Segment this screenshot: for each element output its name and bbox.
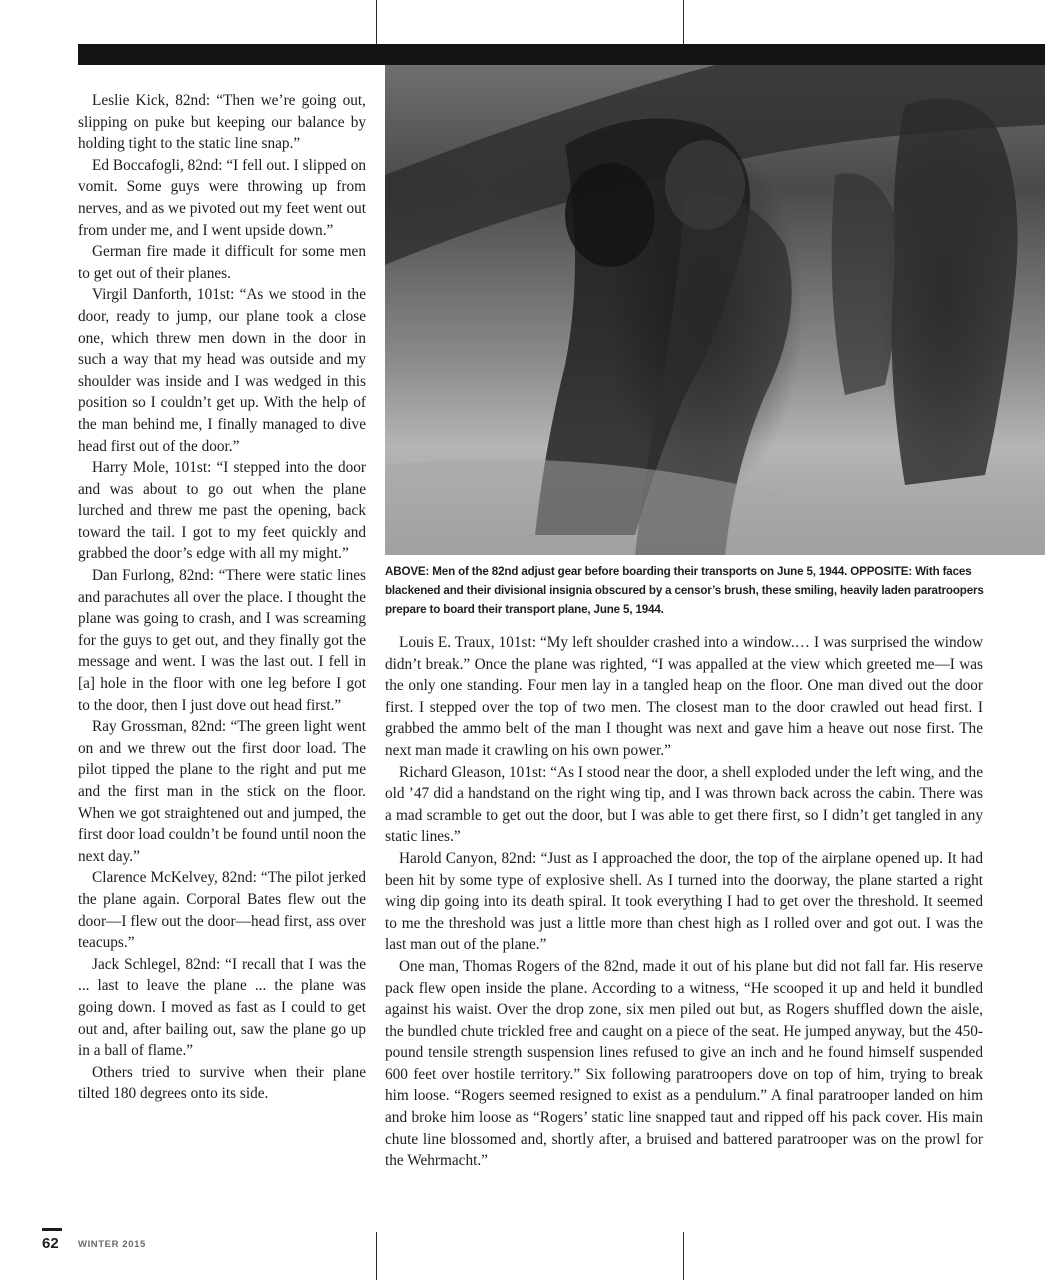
paragraph: Leslie Kick, 82nd: “Then we’re going out, slipping on puke but keeping our balance by holding tight to the static line snap.”: [78, 92, 366, 153]
paragraph: Virgil Danforth, 101st: “As we stood in the door, ready to jump, our plane took a close one, which threw men down in the door in such a way that my head was outside and my shoulder was inside and I was wedged in this position so I couldn’t get up. With the help of the man behind me, I finally managed to dive head first out of the door.”: [78, 286, 366, 455]
paragraph: Dan Furlong, 82nd: “There were static lines and parachutes all over the place. I thought the plane was going to crash, and I was screaming for the guys to get out, and they finally got the message and went. I was the last out. I fell in [a] hole in the floor with one leg before I got to the door, then I just dove out head first.”: [78, 567, 366, 714]
crop-mark: [376, 1232, 377, 1280]
paragraph: Ed Boccafogli, 82nd: “I fell out. I slipped on vomit. Some guys were throwing up from nerves, and as we pivoted out my feet went out from under me, and I went upside down.”: [78, 156, 367, 239]
paragraph: Louis E. Traux, 101st: “My left shoulder crashed into a window.… I was surprised the window didn’t break.” Once the plane was righted, “I was appalled at the view which greeted me—I was the only one standing. Four men lay in a tangled heap on the floor. One man dived out the door first. I stepped over the top of two men. The closest man to the door crawled out head first. I grabbed the ammo belt of the man I thought was next and gave him a heave out nose first. The next man made it crawling on his own power.”: [385, 634, 983, 759]
paragraph: Harry Mole, 101st: “I stepped into the door and was about to go out when the plane lurched and threw me past the opening, back toward the tail. I got to my feet quickly and grabbed the door’s edge with all my might.”: [78, 459, 366, 563]
folio-rule: [42, 1228, 62, 1231]
paragraph: Ray Grossman, 82nd: “The green light went on and we threw out the first door load. The pilot tipped the plane to the right and put me and the first man in the stick on the floor. When we got straightened out and jumped, the first door load couldn’t be found until noon the next day.”: [78, 718, 366, 865]
paragraph: Richard Gleason, 101st: “As I stood near the door, a shell exploded under the left wing, and the old ’47 did a handstand on the right wing tip, and I was thrown back across the cabin. There was a mad scramble to get out the door, but I was able to get there first, so I didn’t get tangled in any static lines.”: [385, 763, 983, 846]
paragraph: Clarence McKelvey, 82nd: “The pilot jerked the plane again. Corporal Bates flew out the door—I flew out the door—head first, ass over teacups.”: [78, 869, 366, 952]
left-text-column: [78, 90, 366, 1105]
paratroopers-photo-icon: [385, 65, 1045, 555]
crop-mark: [683, 0, 684, 44]
right-text-column: [385, 632, 983, 1172]
crop-mark: [683, 1232, 684, 1280]
paragraph: One man, Thomas Rogers of the 82nd, made it out of his plane but did not fall far. His reserve pack flew open inside the plane. According to a witness, “He scooped it up and held it bundled against his waist. Over the drop zone, six men piled out but, as Rogers shuffled down the aisle, the bundled chute trickled free and caught on a piece of the seat. He jumped anyway, but the 450-pound tensile strength suspension lines refused to give an inch and he found himself suspended 600 feet over hostile territory.” Six following paratroopers dove on top of him, trying to break him loose. “Rogers seemed resigned to exist as a pendulum.” A final paratrooper landed on him and broke him loose as “Rogers’ static line snapped taut and ripped off his pack cover. His main chute line blossomed and, shortly after, a bruised and battered paratrooper was on the prowl for the Wehrmacht.”: [385, 957, 983, 1170]
header-bar: [78, 44, 1045, 65]
paragraph: Jack Schlegel, 82nd: “I recall that I was the ... last to leave the plane ... the plane was going down. I moved as fast as I could to get out and, after bailing out, saw the plane go up in a ball of flame.”: [78, 955, 366, 1060]
paragraph: German fire made it difficult for some men to get out of their planes.: [78, 243, 366, 282]
photo-caption: ABOVE: Men of the 82nd adjust gear before boarding their transports on June 5, 1944. OPPOSITE: With faces blackened and their divisional insignia obscured by a censor’s brush, these smiling, heavily laden paratroopers prepare to board their transport plane, June 5, 1944.: [385, 565, 984, 616]
issue-label: WINTER 2015: [78, 1239, 146, 1250]
paratroopers-photo: [385, 65, 1045, 555]
crop-mark: [376, 0, 377, 44]
paragraph: Harold Canyon, 82nd: “Just as I approached the door, the top of the airplane opened up. It had been hit by some type of explosive shell. As I turned into the doorway, the plane started a right wing dip going into its death spiral. It took everything I had to get over the threshold. It seemed to me the threshold was just a little more than chest high as I rolled over and got out. I was the last man out of the plane.”: [385, 849, 983, 954]
paragraph: Others tried to survive when their plane tilted 180 degrees onto its side.: [78, 1063, 366, 1103]
page-number: 62: [42, 1235, 59, 1252]
